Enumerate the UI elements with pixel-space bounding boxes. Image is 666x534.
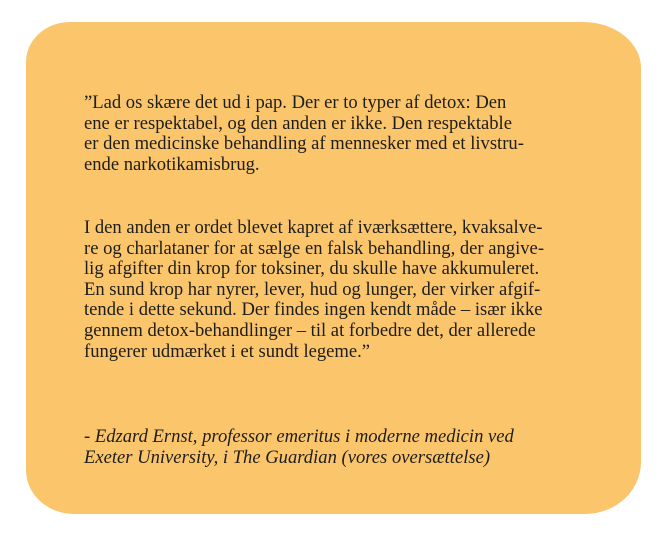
quote-line: tende i dette sekund. Der findes ingen kendt måde – især ikke — [84, 299, 543, 321]
quote-paragraph-2 — [84, 218, 604, 362]
attribution — [84, 427, 604, 468]
attribution-line: - Edzard Ernst, professor emeritus i moderne medicin ved — [84, 426, 514, 447]
quote-line: gennem detox-behandlinger – til at forbedre det, der allerede — [84, 319, 536, 341]
quote-line: I den anden er ordet blevet kapret af iværksættere, kvaksalve- — [84, 217, 543, 238]
quote-paragraph-1 — [84, 93, 604, 175]
quote-line: ende narkotikamisbrug. — [84, 153, 260, 175]
quote-line: er den medicinske behandling af mennesker med et livstru- — [84, 133, 524, 155]
quote-line: En sund krop har nyrer, lever, hud og lunger, der virker afgif- — [84, 278, 541, 300]
quote-line: fungerer udmærket i et sundt legeme.” — [84, 340, 371, 362]
attribution-line: Exeter University, i The Guardian (vores oversættelse) — [84, 446, 491, 468]
quote-line: ene er respektabel, og den anden er ikke. Den respektable — [84, 112, 512, 134]
quote-line: ”Lad os skære det ud i pap. Der er to typer af detox: Den — [84, 92, 507, 113]
quote-line: lig afgifter din krop for toksiner, du skulle have akkumuleret. — [84, 258, 540, 280]
quote-line: re og charlataner for at sælge en falsk behandling, der angive- — [84, 237, 545, 259]
